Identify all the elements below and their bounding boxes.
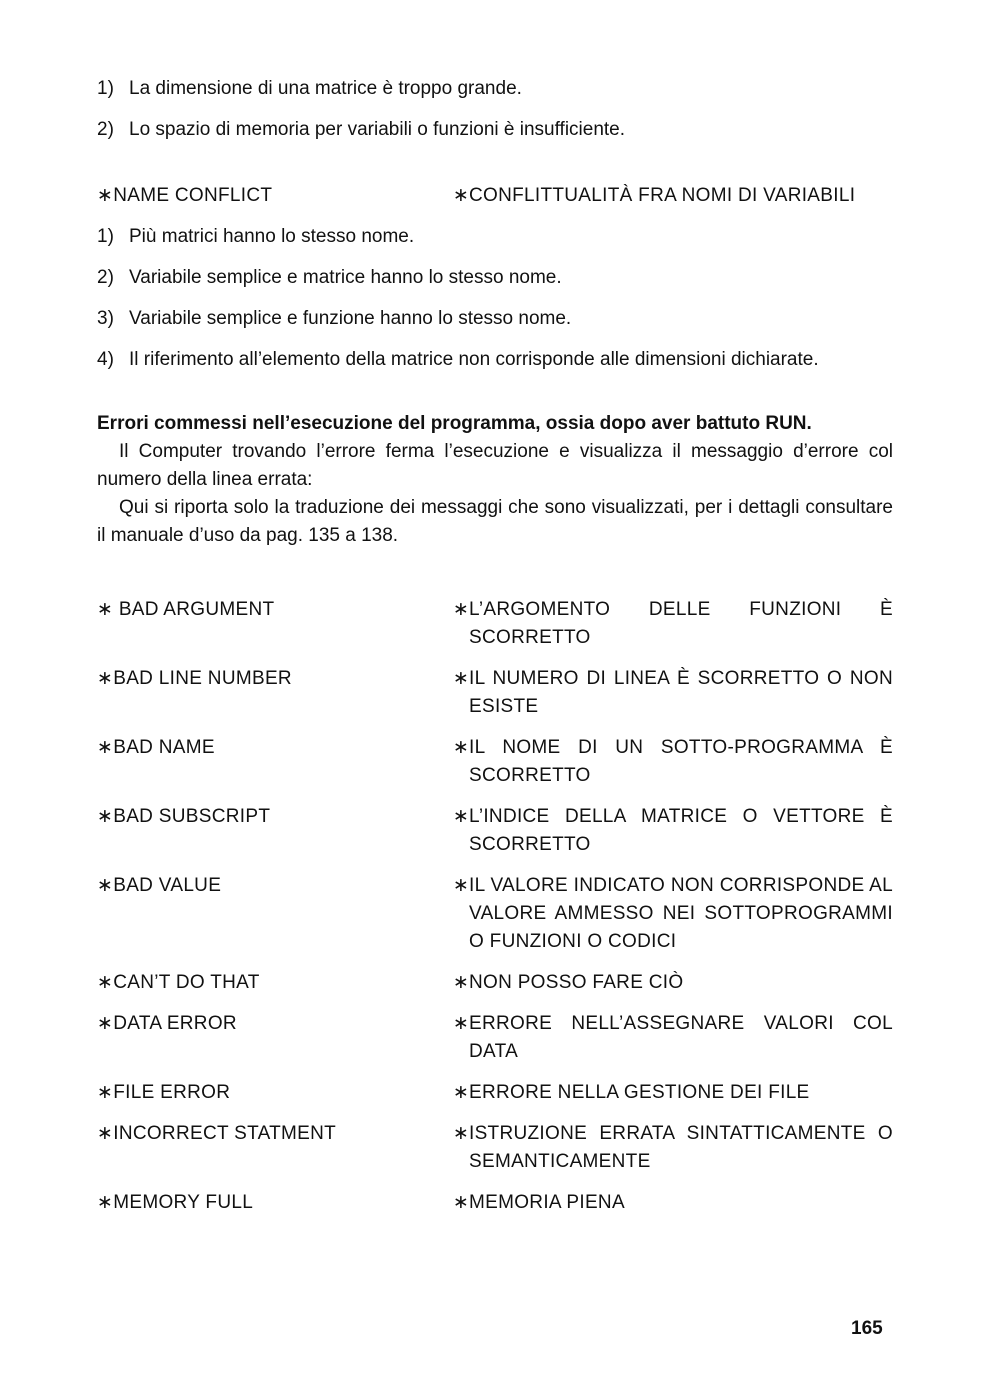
error-translation: ERRORE NELLA GESTIONE DEI FILE xyxy=(469,1082,810,1103)
list-item xyxy=(97,304,893,333)
error-row xyxy=(97,665,893,721)
list-item xyxy=(97,345,893,374)
asterisk-icon: ∗ xyxy=(453,668,470,689)
error-code: BAD ARGUMENT xyxy=(113,599,275,620)
list-item xyxy=(97,74,893,103)
page-number: 165 xyxy=(851,1318,883,1339)
list-text: Variabile semplice e matrice hanno lo stesso nome. xyxy=(129,267,562,288)
list-number: 1) xyxy=(97,226,114,247)
asterisk-icon: ∗ xyxy=(97,1013,114,1034)
asterisk-icon: ∗ xyxy=(97,185,114,206)
list-number: 2) xyxy=(97,267,114,288)
list-number: 1) xyxy=(97,78,114,99)
list-text: Variabile semplice e funzione hanno lo stesso nome. xyxy=(129,308,572,329)
error-table xyxy=(97,596,893,1217)
error-translation: MEMORIA PIENA xyxy=(469,1192,625,1213)
asterisk-icon: ∗ xyxy=(97,1192,114,1213)
asterisk-icon: ∗ xyxy=(453,1013,470,1034)
conflict-list xyxy=(97,222,893,374)
list-number: 3) xyxy=(97,308,114,329)
paragraph: Il Computer trovando l’errore ferma l’esecuzione e visualizza il messaggio d’errore col numero della linea errata: xyxy=(97,441,893,490)
error-translation: IL NUMERO DI LINEA È SCORRETTO O NON ESISTE xyxy=(469,668,893,717)
asterisk-icon: ∗ xyxy=(97,737,114,758)
list-number: 4) xyxy=(97,349,114,370)
error-row xyxy=(97,969,893,997)
asterisk-icon: ∗ xyxy=(453,1192,470,1213)
error-translation: CONFLITTUALITÀ FRA NOMI DI VARIABILI xyxy=(469,185,856,206)
error-row xyxy=(97,596,893,652)
error-row xyxy=(97,1079,893,1107)
asterisk-icon: ∗ xyxy=(453,806,470,827)
error-row xyxy=(97,1120,893,1176)
list-text: Il riferimento all’elemento della matrice non corrisponde alle dimensioni dichiarate. xyxy=(129,349,819,370)
run-section xyxy=(97,410,893,550)
section-heading: Errori commessi nell’esecuzione del programma, ossia dopo aver battuto RUN. xyxy=(97,413,812,434)
asterisk-icon: ∗ xyxy=(453,972,470,993)
list-item xyxy=(97,263,893,292)
error-code: INCORRECT STATMENT xyxy=(113,1123,337,1144)
error-row xyxy=(97,1189,893,1217)
asterisk-icon: ∗ xyxy=(97,1123,114,1144)
error-row xyxy=(97,734,893,790)
error-translation: ERRORE NELL’ASSEGNARE VALORI COL DATA xyxy=(469,1013,893,1062)
error-code: NAME CONFLICT xyxy=(113,185,273,206)
error-code: DATA ERROR xyxy=(113,1013,237,1034)
error-code: BAD SUBSCRIPT xyxy=(113,806,271,827)
asterisk-icon: ∗ xyxy=(453,1082,470,1103)
error-translation: ISTRUZIONE ERRATA SINTATTICAMENTE O SEMANTICAMENTE xyxy=(469,1123,893,1172)
list-number: 2) xyxy=(97,119,114,140)
asterisk-icon: ∗ xyxy=(97,972,114,993)
error-row xyxy=(97,1010,893,1066)
asterisk-icon: ∗ xyxy=(97,875,114,896)
list-text: Più matrici hanno lo stesso nome. xyxy=(129,226,415,247)
error-translation: IL VALORE INDICATO NON CORRISPONDE AL VALORE AMMESSO NEI SOTTOPROGRAMMI O FUNZIONI O CODICI xyxy=(469,875,893,952)
error-code: FILE ERROR xyxy=(113,1082,231,1103)
error-translation: L’INDICE DELLA MATRICE O VETTORE È SCORRETTO xyxy=(469,806,893,855)
error-translation: IL NOME DI UN SOTTO-PROGRAMMA È SCORRETTO xyxy=(469,737,893,786)
asterisk-icon: ∗ xyxy=(97,599,114,620)
asterisk-icon: ∗ xyxy=(453,185,470,206)
top-list xyxy=(97,74,893,144)
asterisk-icon: ∗ xyxy=(97,668,114,689)
page-body xyxy=(97,74,893,1230)
error-row xyxy=(97,872,893,956)
asterisk-icon: ∗ xyxy=(97,806,114,827)
asterisk-icon: ∗ xyxy=(453,1123,470,1144)
error-translation: NON POSSO FARE CIÒ xyxy=(469,972,684,993)
error-translation: L’ARGOMENTO DELLE FUNZIONI È SCORRETTO xyxy=(469,599,893,648)
list-item xyxy=(97,222,893,251)
list-text: La dimensione di una matrice è troppo grande. xyxy=(129,78,522,99)
error-code: MEMORY FULL xyxy=(113,1192,254,1213)
name-conflict-entry xyxy=(97,182,893,210)
asterisk-icon: ∗ xyxy=(453,875,470,896)
error-code: BAD NAME xyxy=(113,737,215,758)
error-code: BAD VALUE xyxy=(113,875,222,896)
error-row xyxy=(97,803,893,859)
error-code: CAN’T DO THAT xyxy=(113,972,260,993)
error-code: BAD LINE NUMBER xyxy=(113,668,292,689)
asterisk-icon: ∗ xyxy=(453,599,470,620)
list-item xyxy=(97,115,893,144)
paragraph: Qui si riporta solo la traduzione dei messaggi che sono visualizzati, per i dettagli consultare il manuale d’uso da pag. 135 a 138. xyxy=(97,497,893,546)
list-text: Lo spazio di memoria per variabili o funzioni è insufficiente. xyxy=(129,119,626,140)
asterisk-icon: ∗ xyxy=(453,737,470,758)
asterisk-icon: ∗ xyxy=(97,1082,114,1103)
